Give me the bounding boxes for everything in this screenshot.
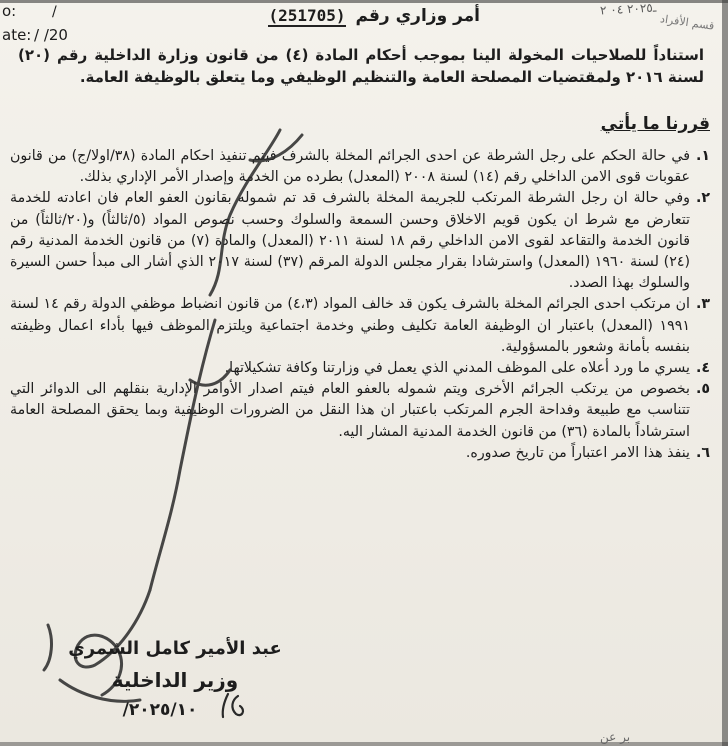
order-item [10,294,710,358]
minister-name: عبد الأمير كامل الشمري [68,638,282,659]
number-label: o: [2,2,17,20]
item-number: ٥. [695,381,710,398]
number-slash: / [52,4,57,20]
corner-stamp: ـ٢٠٢٥ ٠٤ ٢ [599,0,657,18]
item-text: في حالة الحكم على رجل الشرطة عن احدى الجرائم المخلة بالشرف فيتم تنفيذ احكام المادة (٣٨/اولا/ج) من قانون عقوبات قوى الامن الداخلي رقم (١٤) لسنة ٢٠٠٨ (المعدل) بطرده من الخدمة وإصدار الأمر الإداري بذلك. [10,148,690,186]
item-number: ٤. [695,360,710,377]
order-title [230,6,480,27]
item-number: ٦. [695,444,710,461]
order-number: (251705) [268,6,346,25]
order-item [10,188,710,294]
order-item [10,358,710,379]
item-number: ٢. [695,190,710,207]
decided-heading: قررنا ما يأتي [600,114,710,134]
item-text: ان مرتكب احدى الجرائم المخلة بالشرف يكون قد خالف المواد (٤،٣) من قانون انضباط موظفي الدولة رقم ١٤ لسنة ١٩٩١ (المعدل) باعتبار ان الوظيفة العامة تكليف وطني وخدمة اجتماعية ويلتزم الموظف فيها بأداء اعمال وظيفته بنفسه بأمانة وشعور بالمسؤولية. [10,296,690,355]
order-title-text: أمر وزاري رقم [355,6,480,26]
corner-stamp-secondary: قسم الأفراد [659,12,716,33]
preamble-paragraph: استناداً للصلاحيات المخولة الينا بموجب أحكام المادة (٤) من قانون وزارة الداخلية رقم (٢٠) لسنة ٢٠١٦ ولمقتضيات المصلحة العامة والتنظيم الوظيفي وما يتعلق بالوظيفة العامة. [18,46,704,86]
order-item [10,146,710,188]
item-text: يسري ما ورد أعلاه على الموظف المدني الذي يعمل في وزارتنا وكافة تشكيلاتها. [224,360,690,377]
handwritten-day [110,690,250,720]
item-text: بخصوص من يرتكب الجرائم الأخرى ويتم شموله بالعفو العام فيتم اصدار الأوامر الإدارية بنقلهم الى الدوائر التي تتناسب مع طبيعة وفداحة الجرم المرتكب باعتبار ان هذا النقل من الضرورات الوظيفية وبما يحقق المصلحة العامة استرشاداً بالمادة (٣٦) من قانون الخدمة المدنية المشار اليه. [10,381,690,440]
date-value: / /20 [34,26,68,44]
item-number: ٣. [695,296,710,313]
scan-edge-right [722,0,728,746]
item-text: ينفذ هذا الامر اعتباراً من تاريخ صدوره. [465,444,690,461]
order-items [10,146,710,464]
minister-title: وزير الداخلية [111,668,239,692]
date-label: ate: [2,26,32,44]
footer-trace: بر عن [600,730,631,744]
item-text: وفي حالة ان رجل الشرطة المرتكب للجريمة المخلة بالشرف قد تم شموله بقانون العفو العام فان اعادته للخدمة تتعارض مع شرط ان يكون قويم الاخلاق وحسن السمعة والسلوك وحسب نصوص المواد (٥/ثالثاً) و(٢٠/ثالثاً) من قانون الخدمة والتقاعد لقوى الامن الداخلي رقم ١٨ لسنة ٢٠١١ (المعدل) والمادة (٧) من قانون الخدمة المدنية رقم (٢٤) لسنة ١٩٦٠ (المعدل) واسترشادا بقرار مجلس الدولة المرقم (٣٧) لسنة ٢٠١٧ الذي أشار الى مبدأ حسن السيرة والسلوك بهذا الصدد. [10,190,691,292]
order-item [10,443,710,464]
signature-date: ٢٠٢٥/١٠/ [122,700,198,720]
order-item [10,379,710,443]
item-number: ١. [695,148,710,164]
